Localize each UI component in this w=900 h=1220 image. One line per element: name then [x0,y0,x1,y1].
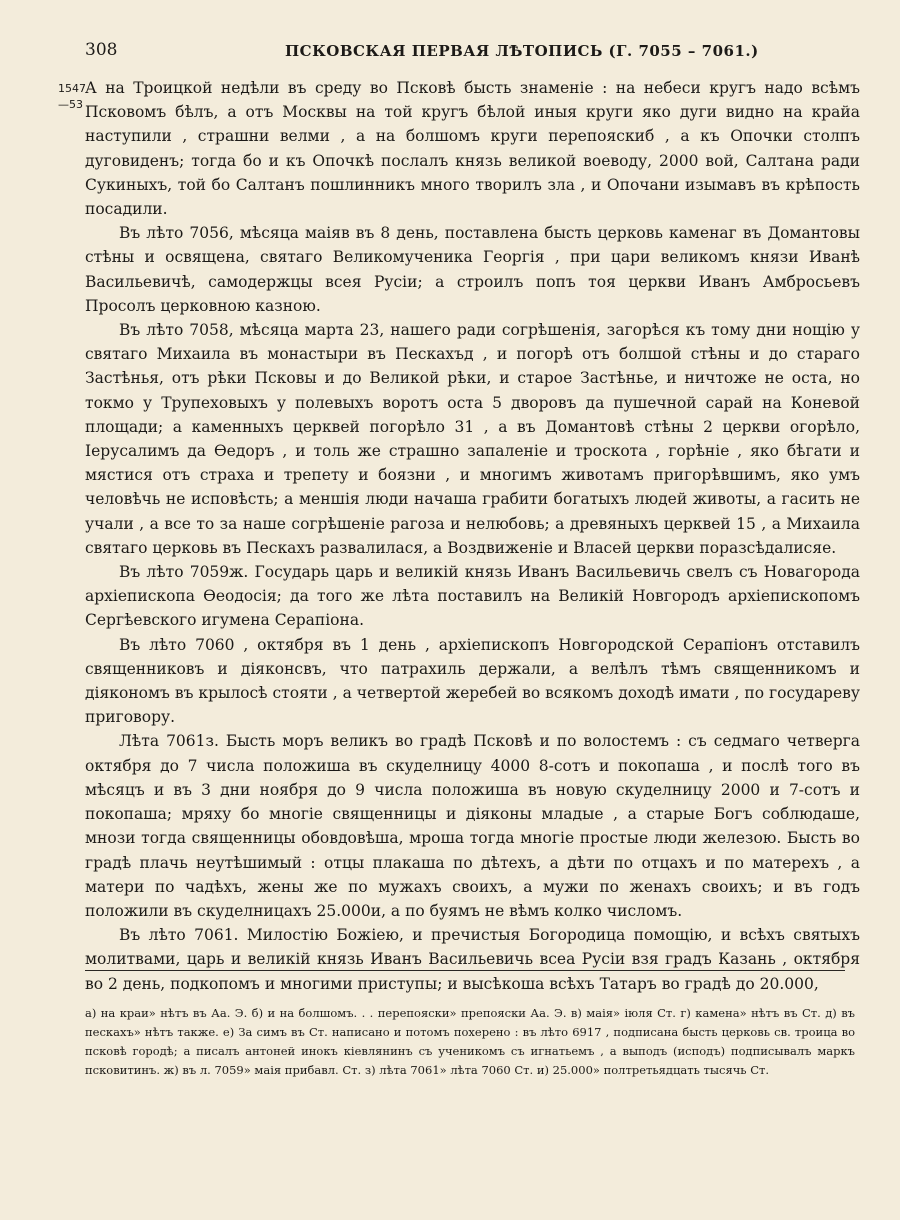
margin-year-range: —53 [58,98,83,111]
running-title: ПСКОВСКАЯ ПЕРВАЯ ЛѢТОПИСЬ (Г. 7055 – 7061.) [285,42,759,60]
page-header [85,40,845,70]
paragraph-4: Въ лѣто 7059ж. Государь царь и великій князь Иванъ Васильевичь свелъ съ Новагорода архіепископа Ѳеодосія; да того же лѣта поставилъ на Великій Новгородъ архіепископомъ Сергѣевского игумена Серапіона. [85,563,860,630]
paragraph-6: Лѣта 7061з. Бысть моръ великъ во градѣ Псковѣ и по волостемъ : съ седмаго четверга октября до 7 числа положиша въ скуделницу 4000 8-сотъ и покопаша , и послѣ того въ мѣсяцъ и въ 3 дни ноября до 9 числа положиша въ новую скуделницу 2000 и 7-сотъ и покопаша; мряху бо многіе священницы и діяконы младые , а старые Богъ соблюдаше, мнози тогда священницы обовдовѣша, мроша тогда многіе простые люди железою. Бысть во градѣ плачь неутѣшимый : отцы плакаша по дѣтехъ, а дѣти по отцахъ и по матерехъ , а матери по чадѣхъ, жены же по мужахъ своихъ, а мужи по женахъ своихъ; и въ годъ положили въ скуделницахъ 25.000и, а по буямъ не вѣмъ колко числомъ. [85,732,860,920]
paragraph-3: Въ лѣто 7058, мѣсяца марта 23, нашего ради согрѣшенія, загорѣся къ тому дни нощію у святаго Михаила въ монастыри въ Пескахъд , и погорѣ отъ болшой стѣны и до стараго Застѣнья, отъ рѣки Псковы и до Великой рѣки, и старое Застѣнье, и ничтоже не оста, но токмо у Трупеховыхъ у полевыхъ воротъ оста 5 дворовъ да пушечной сарай на Коневой площади; а каменныхъ церквей погорѣло 31 , а въ Домантовѣ стѣны 2 церкви огорѣло, Іерусалимъ да Ѳедоръ , и толь же страшно запаленіе и троскота , горѣніе , яко бѣгати и мястися отъ страха и трепету и боязни , и многимъ животамъ пригорѣвшимъ, яко умъ человѣчь не исповѣсть; а меншія люди начаша грабити богатыхъ людей животы, а гасить не учали , а все то за наше согрѣшеніе рагоза и нелюбовь; а древяныхъ церквей 15 , а Михаила святаго церковь въ Пескахъ развалилася, а Воздвиженіе и Власей церкви поразсѣдалисяе. [85,321,860,557]
footnote-divider [85,970,845,971]
margin-year: 1547 [58,82,86,95]
paragraph-7: Въ лѣто 7061. Милостію Божіею, и пречистыя Богородица помощію, и всѣхъ святыхъ молитвами, царь и великій князь Иванъ Васильевичь всеа Русіи взя градъ Казань , октября во 2 день, подкопомъ и многими приступы; и высѣкоша всѣхъ Татаръ во градѣ до 20.000, [85,926,860,993]
footnote-text: а) на краи» нѣтъ въ Аа. Э. б) и на болшомъ. . . перепояски» препояски Аа. Э. в) маія» іюля Ст. г) камена» нѣтъ въ Ст. д) въ пескахъ» нѣтъ также. е) За симъ въ Ст. написано и потомъ похерено : въ лѣто 6917 , подписана бысть церковь св. троица во псковѣ городѣ; а писалъ антоней инокъ кіевлянинъ съ ученикомъ съ игнатьемъ , а выподъ (исподъ) подписывалъ маркъ псковитинъ. ж) въ л. 7059» маія прибавл. Ст. з) лѣта 7061» лѣта 7060 Ст. и) 25.000» полтретьядцать тысячь Ст. [85,1006,855,1077]
paragraph-1: А на Троицкой недѣли въ среду во Псковѣ бысть знаменіе : на небеси кругъ надо всѣмъ Псковомъ бѣлъ, а отъ Москвы на той кругъ бѣлой иныя круги яко дуги видно на крайа наступили , страшни велми , а на болшомъ круги перепояскиб , а къ Опочки столпъ дуговиденъ; тогда бо и къ Опочкѣ послалъ князь великой воеводу, 2000 вой, Салтана ради Сукиныхъ, той бо Салтанъ пошлинникъ много творилъ зла , и Опочани изымавъ въ крѣпость посадили. [85,79,860,219]
paragraph-2: Въ лѣто 7056, мѣсяца маіяв въ 8 день, поставлена бысть церковь каменаг въ Домантовы стѣны и освящена, святаго Великомученика Георгія , при цари великомъ князи Иванѣ Васильевичѣ, самодержцы всея Русіи; а строилъ попъ тоя церкви Иванъ Амбросьевъ Просолъ церковною казною. [85,224,860,315]
footnotes [85,1004,855,1080]
page-number: 308 [85,40,118,60]
chronicle-text [85,76,860,996]
paragraph-5: Въ лѣто 7060 , октября въ 1 день , архіепископъ Новгородской Серапіонъ отставилъ священниковъ и діяконсвъ, что патрахиль держали, а велѣлъ тѣмъ священникомъ и діякономъ въ крылосѣ стояти , а четвертой жеребей во всякомъ доходѣ имати , по государеву приговору. [85,635,860,727]
